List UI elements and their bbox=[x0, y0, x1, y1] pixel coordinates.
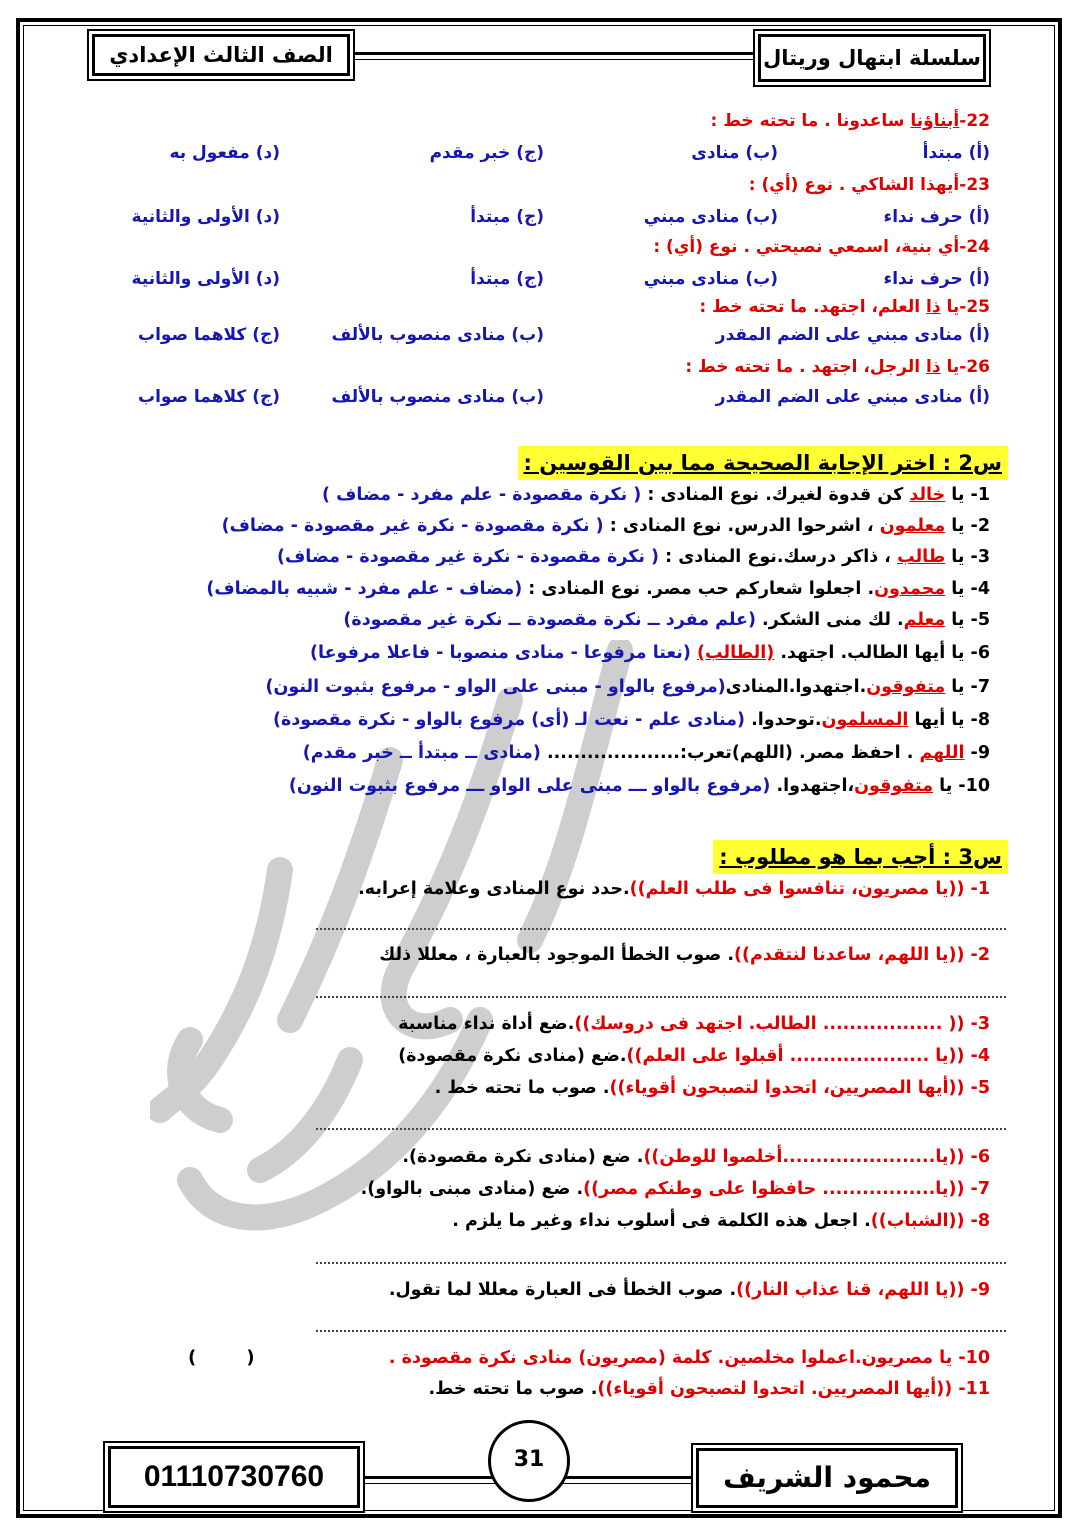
item-prompt: ((أيها المصريين. اتحدوا لتصبحون أقوياء)) bbox=[597, 1379, 959, 1399]
option-d: (د) الأولى والثانية bbox=[131, 207, 280, 227]
s2-item-9 bbox=[303, 738, 990, 768]
item-instruction: . صوب ما تحته خط. bbox=[428, 1379, 598, 1399]
phone-number-box: 01110730760 bbox=[108, 1446, 360, 1508]
s2-item-7 bbox=[265, 672, 990, 702]
choices: (نعتا مرفوعا - منادى منصوبا - فاعلا مرفوعا) bbox=[310, 643, 691, 663]
item-instruction: .ضع (منادى نكرة مقصودة) bbox=[398, 1046, 627, 1066]
s3-item-4 bbox=[398, 1041, 990, 1071]
item-text: . لك منى الشكر. bbox=[755, 610, 904, 630]
choices: (علم مفرد ــ نكرة مقصودة ــ نكرة غير مقصودة) bbox=[343, 610, 756, 630]
item-prompt: ((يا اللهم، قنا عذاب النار)) bbox=[736, 1280, 971, 1300]
mcq-question-22 bbox=[711, 108, 991, 134]
item-text: يا bbox=[933, 776, 959, 796]
target-word: (الطالب) bbox=[696, 643, 775, 663]
section2-title: س2 : اختر الإجابة الصحيحة مما بين القوسين : bbox=[518, 446, 1009, 480]
target-word: اللهم bbox=[919, 743, 965, 763]
item-number: 3- bbox=[970, 1014, 990, 1034]
s3-item-8 bbox=[452, 1206, 990, 1236]
question-text-pre: أيهذا الشاكي . نوع (أي) : bbox=[748, 175, 960, 195]
answer-line bbox=[316, 928, 1006, 930]
item-prompt: ((يا مصريون، تنافسوا فى طلب العلم)) bbox=[629, 879, 971, 899]
item-prompt: ((الشباب)) bbox=[870, 1211, 971, 1231]
item-number: 6- bbox=[970, 643, 990, 663]
section3-title: س3 : أجب بما هو مطلوب : bbox=[713, 840, 1008, 874]
s2-item-2 bbox=[222, 511, 990, 541]
choices: ( نكرة مقصودة - نكرة غير مقصودة - مضاف) bbox=[276, 547, 660, 567]
item-instruction: . ضع (منادى مبنى بالواو). bbox=[360, 1179, 584, 1199]
item-text: يا أيها bbox=[908, 710, 971, 730]
item-instruction: .ضع أداة نداء مناسبة bbox=[398, 1014, 575, 1034]
header-rule-thin bbox=[350, 59, 758, 60]
choices: (منادى علم - نعت لـ (أى) مرفوع بالواو - نكرة مقصودة) bbox=[272, 710, 745, 730]
question-number: 23- bbox=[959, 175, 990, 195]
item-number: 3- bbox=[970, 547, 990, 567]
s3-item-9 bbox=[389, 1275, 990, 1305]
item-text: .اجتهدوا.المنادى bbox=[725, 677, 867, 697]
underlined-word: ذا bbox=[926, 357, 941, 377]
item-instruction: . اجعل هذه الكلمة فى أسلوب نداء وغير ما يلزم . bbox=[452, 1211, 871, 1231]
answer-line bbox=[316, 1128, 1006, 1130]
target-word: معلم bbox=[903, 610, 946, 630]
s3-item-11 bbox=[429, 1374, 990, 1404]
question-text-pre: يا bbox=[940, 357, 960, 377]
option-c: (ج) مبتدأ bbox=[470, 207, 544, 227]
item-instruction: . ضع (منادى نكرة مقصودة). bbox=[402, 1147, 644, 1167]
item-prompt: ((يا.......................أخلصوا للوطن)) bbox=[643, 1147, 971, 1167]
answer-line bbox=[316, 1262, 1006, 1264]
s3-item-1 bbox=[358, 874, 990, 904]
item-prompt: ((يا................. حافظوا على وطنكم مصر)) bbox=[583, 1179, 971, 1199]
option-a: (أ) مبتدأ bbox=[922, 143, 990, 163]
question-text-post: العلم، اجتهد. ما تحته خط : bbox=[699, 297, 927, 317]
item-number: 7- bbox=[970, 677, 990, 697]
item-number: 2- bbox=[970, 945, 990, 965]
target-word: معلمون bbox=[879, 516, 946, 536]
option-b: (ب) منادى منصوب بالألف bbox=[331, 387, 544, 407]
series-title-box: سلسلة ابتهال وريتال bbox=[758, 34, 986, 82]
item-instruction: .حدد نوع المنادى وعلامة إعرابه. bbox=[358, 879, 630, 899]
item-instruction: . صوب الخطأ فى العبارة معللا لما تقول. bbox=[388, 1280, 737, 1300]
item-text: يا bbox=[945, 547, 971, 567]
s2-item-6 bbox=[310, 638, 990, 668]
s2-item-4 bbox=[206, 574, 990, 604]
question-number: 22- bbox=[959, 111, 990, 131]
s2-item-10 bbox=[289, 771, 990, 801]
question-text-pre: أي بنية، اسمعي نصيحتي . نوع (أي) : bbox=[653, 237, 960, 257]
item-text: .توحدوا. bbox=[744, 710, 822, 730]
choices: (مضاف - علم مفرد - شبيه بالمضاف) bbox=[206, 579, 523, 599]
target-word: المسلمون bbox=[821, 710, 909, 730]
item-text: كن قدوة لغيرك. نوع المنادى : bbox=[641, 485, 910, 505]
item-text: يا bbox=[945, 677, 971, 697]
target-word: محمدون bbox=[874, 579, 946, 599]
item-number: 11- bbox=[958, 1379, 990, 1399]
item-number: 5- bbox=[970, 610, 990, 630]
s3-item-10 bbox=[389, 1343, 990, 1373]
item-text: يا bbox=[945, 579, 971, 599]
target-word: خالد bbox=[909, 485, 946, 505]
question-text-post: الرجل، اجتهد . ما تحته خط : bbox=[685, 357, 927, 377]
item-text: ،اجتهدوا. bbox=[770, 776, 855, 796]
s2-item-1 bbox=[322, 480, 990, 510]
item-text: . اجعلوا شعاركم حب مصر. نوع المنادى : bbox=[522, 579, 875, 599]
choices: (مرفوع بالواو ـــ مبنى على الواو ـــ مرفوع بثبوت النون) bbox=[288, 776, 771, 796]
choices: ( نكرة مقصودة - نكرة غير مقصودة - مضاف) bbox=[221, 516, 604, 536]
mcq-question-24 bbox=[653, 234, 990, 260]
option-c: (ج) كلاهما صواب bbox=[138, 325, 280, 345]
s3-item-2 bbox=[379, 940, 990, 970]
question-text-post: ساعدونا . ما تحته خط : bbox=[710, 111, 911, 131]
item-number: 8- bbox=[970, 710, 990, 730]
item-text: يا bbox=[945, 610, 971, 630]
choices: ( نكرة مقصودة - علم مفرد - مضاف ) bbox=[322, 485, 642, 505]
mcq-question-25 bbox=[699, 294, 990, 320]
item-number: 7- bbox=[970, 1179, 990, 1199]
item-prompt: (( .................. الطالب. اجتهد فى دروسك)) bbox=[574, 1014, 971, 1034]
option-d: (د) الأولى والثانية bbox=[131, 269, 280, 289]
item-prompt: ((يا ..................... أقبلوا على العلم)) bbox=[626, 1046, 971, 1066]
target-word: متفوقون bbox=[866, 677, 946, 697]
item-number: 4- bbox=[970, 579, 990, 599]
item-number: 10- bbox=[958, 776, 990, 796]
question-text-pre: يا bbox=[940, 297, 960, 317]
question-number: 24- bbox=[959, 237, 990, 257]
s3-item-3 bbox=[398, 1009, 990, 1039]
underlined-word: أبناؤنا bbox=[910, 111, 960, 131]
item-number: 8- bbox=[970, 1211, 990, 1231]
option-c: (ج) خبر مقدم bbox=[429, 143, 544, 163]
choices: (منادى ــ مبتدأ ــ خبر مقدم) bbox=[302, 743, 541, 763]
option-c: (ج) كلاهما صواب bbox=[138, 387, 280, 407]
option-a: (أ) حرف نداء bbox=[883, 269, 990, 289]
item-number: 4- bbox=[970, 1046, 990, 1066]
option-b: (ب) منادى مبني bbox=[643, 207, 778, 227]
author-name-box: محمود الشريف bbox=[696, 1448, 958, 1508]
item-number: 10- bbox=[958, 1348, 990, 1368]
mcq-question-23 bbox=[749, 172, 990, 198]
mcq-question-26 bbox=[685, 354, 990, 380]
item-prompt: ((أيها المصريين، اتحدوا لتصبحون أقوياء)) bbox=[609, 1078, 971, 1098]
item-text: يا bbox=[945, 516, 971, 536]
option-d: (د) مفعول به bbox=[169, 143, 280, 163]
target-word: متفوقون bbox=[854, 776, 934, 796]
item-number: 5- bbox=[970, 1078, 990, 1098]
item-number: 6- bbox=[970, 1147, 990, 1167]
answer-line bbox=[316, 996, 1006, 998]
s3-item-7 bbox=[361, 1174, 990, 1204]
option-b: (ب) منادى مبني bbox=[643, 269, 778, 289]
item-prompt: ((يا اللهم، ساعدنا لنتقدم)) bbox=[734, 945, 971, 965]
option-a: (أ) منادى مبني على الضم المقدر bbox=[715, 387, 990, 407]
question-number: 26- bbox=[959, 357, 990, 377]
grade-title-box: الصف الثالث الإعدادي bbox=[92, 34, 350, 76]
item-text: يا bbox=[945, 485, 971, 505]
option-b: (ب) منادى منصوب بالألف bbox=[331, 325, 544, 345]
s2-item-8 bbox=[273, 705, 990, 735]
s2-item-5 bbox=[343, 605, 990, 635]
item-prompt: يا مصريون.اعملوا مخلصين. كلمة (مصريون) منادى نكرة مقصودة . bbox=[388, 1348, 959, 1368]
item-instruction: . صوب الخطأ الموجود بالعبارة ، معللا ذلك bbox=[379, 945, 735, 965]
item-number: 9- bbox=[970, 743, 990, 763]
underlined-word: ذا bbox=[926, 297, 941, 317]
item-instruction: . صوب ما تحته خط . bbox=[434, 1078, 610, 1098]
true-false-bracket[interactable]: ( ) bbox=[188, 1347, 255, 1368]
option-c: (ج) مبتدأ bbox=[470, 269, 544, 289]
option-a: (أ) منادى مبني على الضم المقدر bbox=[715, 325, 990, 345]
item-number: 2- bbox=[970, 516, 990, 536]
item-text: . احفظ مصر. (اللهم)تعرب:.................... bbox=[540, 743, 920, 763]
target-word: طالب bbox=[897, 547, 946, 567]
question-number: 25- bbox=[959, 297, 990, 317]
item-text: ، ذاكر درسك.نوع المنادى : bbox=[659, 547, 898, 567]
option-a: (أ) حرف نداء bbox=[883, 207, 990, 227]
item-number: 1- bbox=[970, 879, 990, 899]
s3-item-5 bbox=[435, 1073, 990, 1103]
answer-line bbox=[316, 1330, 1006, 1332]
item-text: ، اشرحوا الدرس. نوع المنادى : bbox=[603, 516, 880, 536]
option-b: (ب) منادى bbox=[691, 143, 778, 163]
item-text: يا أيها الطالب. اجتهد. bbox=[774, 643, 971, 663]
s3-item-6 bbox=[402, 1142, 990, 1172]
s2-item-3 bbox=[277, 542, 990, 572]
item-number: 1- bbox=[970, 485, 990, 505]
header-rule bbox=[350, 52, 758, 55]
choices: (مرفوع بالواو - مبنى على الواو - مرفوع بثبوت النون) bbox=[265, 677, 726, 697]
page-number-circle: 31 bbox=[488, 1420, 570, 1502]
item-number: 9- bbox=[970, 1280, 990, 1300]
